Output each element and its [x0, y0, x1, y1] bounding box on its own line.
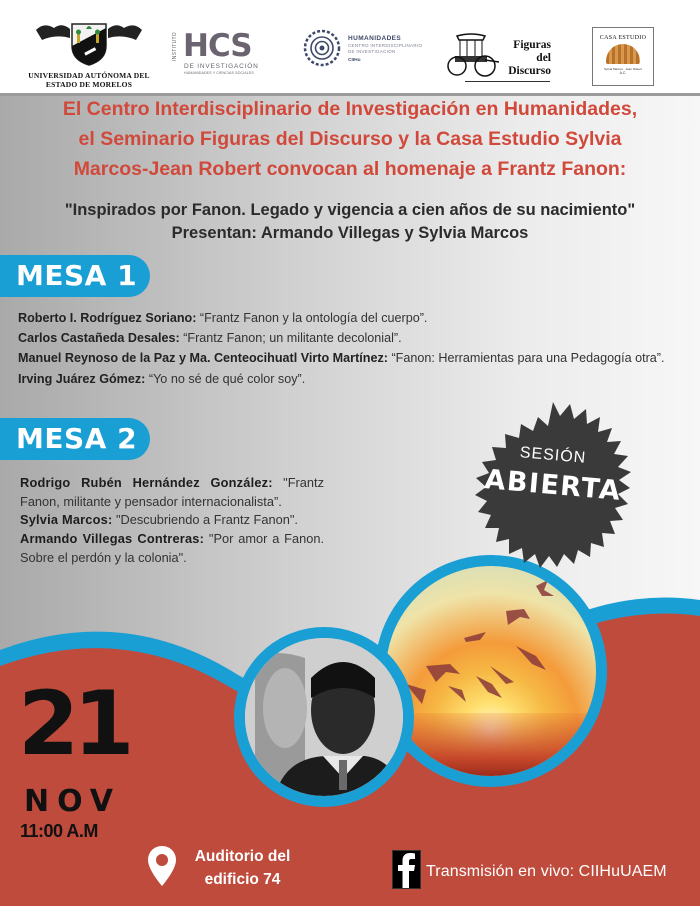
- event-day: 21: [18, 672, 129, 775]
- talk-speaker: Carlos Castañeda Desales:: [18, 331, 180, 346]
- talk-speaker: Roberto I. Rodríguez Soriano:: [18, 311, 197, 325]
- venue-line-2: edificio 74: [204, 871, 281, 888]
- figuras-line1: Figuras: [513, 39, 551, 51]
- venue-line-1: Auditorio del: [194, 848, 291, 865]
- talk-speaker: Armando Villegas Contreras:: [20, 531, 205, 547]
- event-subtitle: "Inspirados por Fanon. Legado y vigencia a cien años de su nacimiento": [64, 201, 636, 219]
- title-line-3: Marcos-Jean Robert convocan al homenaje a Frantz Fanon:: [73, 158, 627, 180]
- talk-title: “Yo no sé de qué color soy”.: [145, 371, 306, 386]
- birds-icon: [386, 566, 596, 776]
- hcs-wordmark: HCS: [183, 28, 252, 64]
- ciihu-acronym: CIIHu: [348, 58, 361, 63]
- title-line-1: El Centro Interdisciplinario de Investigación en Humanidades,: [62, 98, 638, 120]
- talk-speaker: Manuel Reynoso de la Paz y Ma. Centeocihuatl Virto Martínez:: [18, 351, 388, 366]
- ciihu-line2-text: CENTRO INTERDISCIPLINARIO: [348, 43, 423, 48]
- uaem-name-line2: ESTADO DE MORELOS: [45, 80, 133, 89]
- talk-title: “Fanon: Herramientas para una Pedagogía otra”.: [387, 351, 665, 366]
- uaem-name-line1: UNIVERSIDAD AUTÓNOMA DEL: [28, 71, 150, 80]
- mesa-1-tag: MESA 1: [0, 255, 150, 297]
- portrait-icon: [245, 638, 403, 796]
- casa-title: CASA ESTUDIO: [599, 35, 647, 41]
- open-session-badge: [457, 400, 649, 592]
- event-time: 11:00 A.M: [20, 821, 98, 841]
- talk-title: "Descubriendo a Frantz Fanon".: [112, 512, 298, 528]
- frantz-fanon-portrait: [234, 627, 414, 807]
- talk-title: “Frantz Fanon; un militante decolonial”.: [179, 331, 402, 346]
- facebook-icon: [392, 850, 421, 889]
- badge-line-1: SESIÓN: [519, 444, 587, 467]
- talk-speaker: Rodrigo Rubén Hernández González:: [20, 475, 273, 490]
- figuras-line2: del: [536, 52, 551, 64]
- livestream-text: Transmisión en vivo: CIIHuUAEM: [426, 863, 667, 880]
- venue: [185, 845, 300, 891]
- talk-title: “Frantz Fanon y la ontología del cuerpo”.: [196, 311, 428, 325]
- talk-speaker: Sylvia Marcos:: [20, 512, 113, 528]
- talk-speaker: Irving Juárez Gómez:: [18, 371, 146, 386]
- figuras-line3: Discurso: [508, 65, 551, 77]
- hcs-sub2: HUMANIDADES Y CIENCIAS SOCIALES: [184, 71, 254, 75]
- hcs-sub1: DE INVESTIGACIÓN: [184, 63, 259, 70]
- title-line-2: el Seminario Figuras del Discurso y la Casa Estudio Sylvia: [78, 128, 622, 150]
- mesa-2-tag: MESA 2: [0, 418, 150, 460]
- ciihu-line3-text: DE INVESTIGACIÓN: [348, 49, 396, 54]
- casa-ac: A.C.: [619, 71, 627, 75]
- event-month: NOV: [24, 784, 122, 819]
- talk-title: "Frantz Fanon, militante y pensador internacionalista”.: [20, 475, 324, 509]
- presenters: Presentan: Armando Villegas y Sylvia Marcos: [171, 224, 529, 242]
- casa-sub: Sylvia Marcos · Jean Robert: [604, 67, 642, 71]
- ciihu-line1: HUMANIDADES: [348, 35, 402, 42]
- map-pin-icon: [147, 845, 177, 887]
- hcs-vertical-label: INSTITUTO: [172, 32, 178, 61]
- badge-line-2: ABIERTA: [483, 464, 623, 507]
- talk-title: "Por amor a Fanon. Sobre el perdón y la colonia".: [20, 531, 324, 565]
